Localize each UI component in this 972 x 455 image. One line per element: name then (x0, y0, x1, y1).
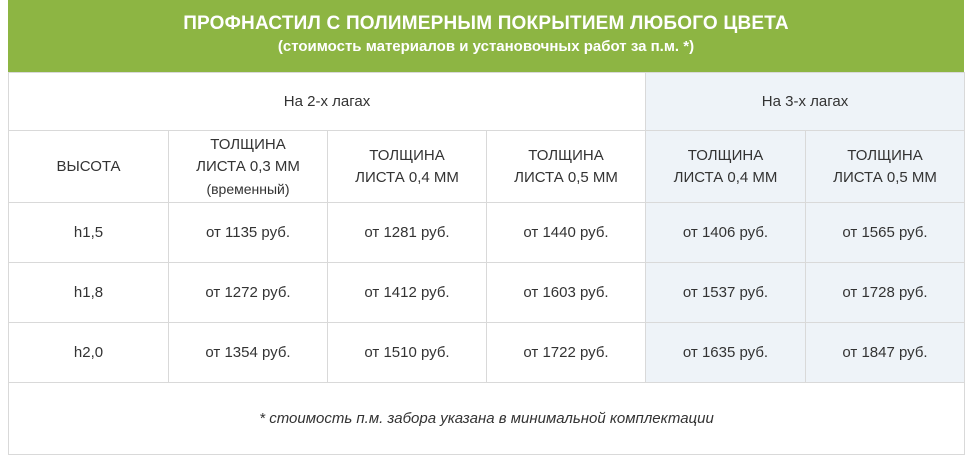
table-header-banner (8, 0, 964, 72)
cell-price: от 1281 руб. (328, 203, 487, 263)
col-header-2lags-04 (328, 131, 487, 203)
footnote-row (9, 383, 965, 455)
col-header-3lags-04 (646, 131, 806, 203)
col-header-line: ЛИСТА 0,3 ММ (196, 157, 300, 175)
cell-price: от 1603 руб. (487, 263, 646, 323)
cell-height: h2,0 (9, 323, 169, 383)
col-header-2lags-05 (487, 131, 646, 203)
price-table (8, 72, 965, 455)
col-header-line: ЛИСТА 0,5 ММ (514, 168, 618, 186)
col-header-line: ТОЛЩИНА (528, 146, 604, 164)
cell-price: от 1510 руб. (328, 323, 487, 383)
cell-price: от 1537 руб. (646, 263, 806, 323)
cell-price: от 1135 руб. (169, 203, 328, 263)
cell-price: от 1635 руб. (646, 323, 806, 383)
col-header-line: ЛИСТА 0,4 ММ (673, 168, 778, 186)
cell-height: h1,5 (9, 203, 169, 263)
column-header-row (9, 131, 965, 203)
cell-price: от 1354 руб. (169, 323, 328, 383)
cell-height: h1,8 (9, 263, 169, 323)
col-header-line: ТОЛЩИНА (369, 146, 445, 164)
table-row (9, 323, 965, 383)
table-title: ПРОФНАСТИЛ С ПОЛИМЕРНЫМ ПОКРЫТИЕМ ЛЮБОГО ЦВЕТА (183, 13, 789, 34)
cell-price: от 1728 руб. (806, 263, 965, 323)
cell-price: от 1440 руб. (487, 203, 646, 263)
cell-price: от 1847 руб. (806, 323, 965, 383)
cell-price: от 1722 руб. (487, 323, 646, 383)
col-header-3lags-05 (806, 131, 965, 203)
table-row (9, 263, 965, 323)
col-header-line: ТОЛЩИНА (210, 135, 286, 153)
cell-price: от 1272 руб. (169, 263, 328, 323)
col-header-2lags-03 (169, 131, 328, 203)
table-row (9, 203, 965, 263)
group-header-row (9, 73, 965, 131)
col-header-note: (временный) (206, 180, 290, 197)
col-header-line: ЛИСТА 0,4 ММ (355, 168, 459, 186)
group-three-lags: На 3-х лагах (646, 73, 965, 131)
col-header-line: ЛИСТА 0,5 ММ (833, 168, 937, 186)
col-header-height: ВЫСОТА (9, 131, 169, 203)
cell-price: от 1565 руб. (806, 203, 965, 263)
col-header-line: ТОЛЩИНА (687, 146, 764, 164)
col-header-line: ТОЛЩИНА (847, 146, 923, 164)
table-subtitle: (стоимость материалов и установочных работ за п.м. *) (277, 38, 695, 55)
group-two-lags: На 2-х лагах (9, 73, 646, 131)
cell-price: от 1412 руб. (328, 263, 487, 323)
footnote: * стоимость п.м. забора указана в минимальной комплектации (9, 383, 965, 455)
cell-price: от 1406 руб. (646, 203, 806, 263)
